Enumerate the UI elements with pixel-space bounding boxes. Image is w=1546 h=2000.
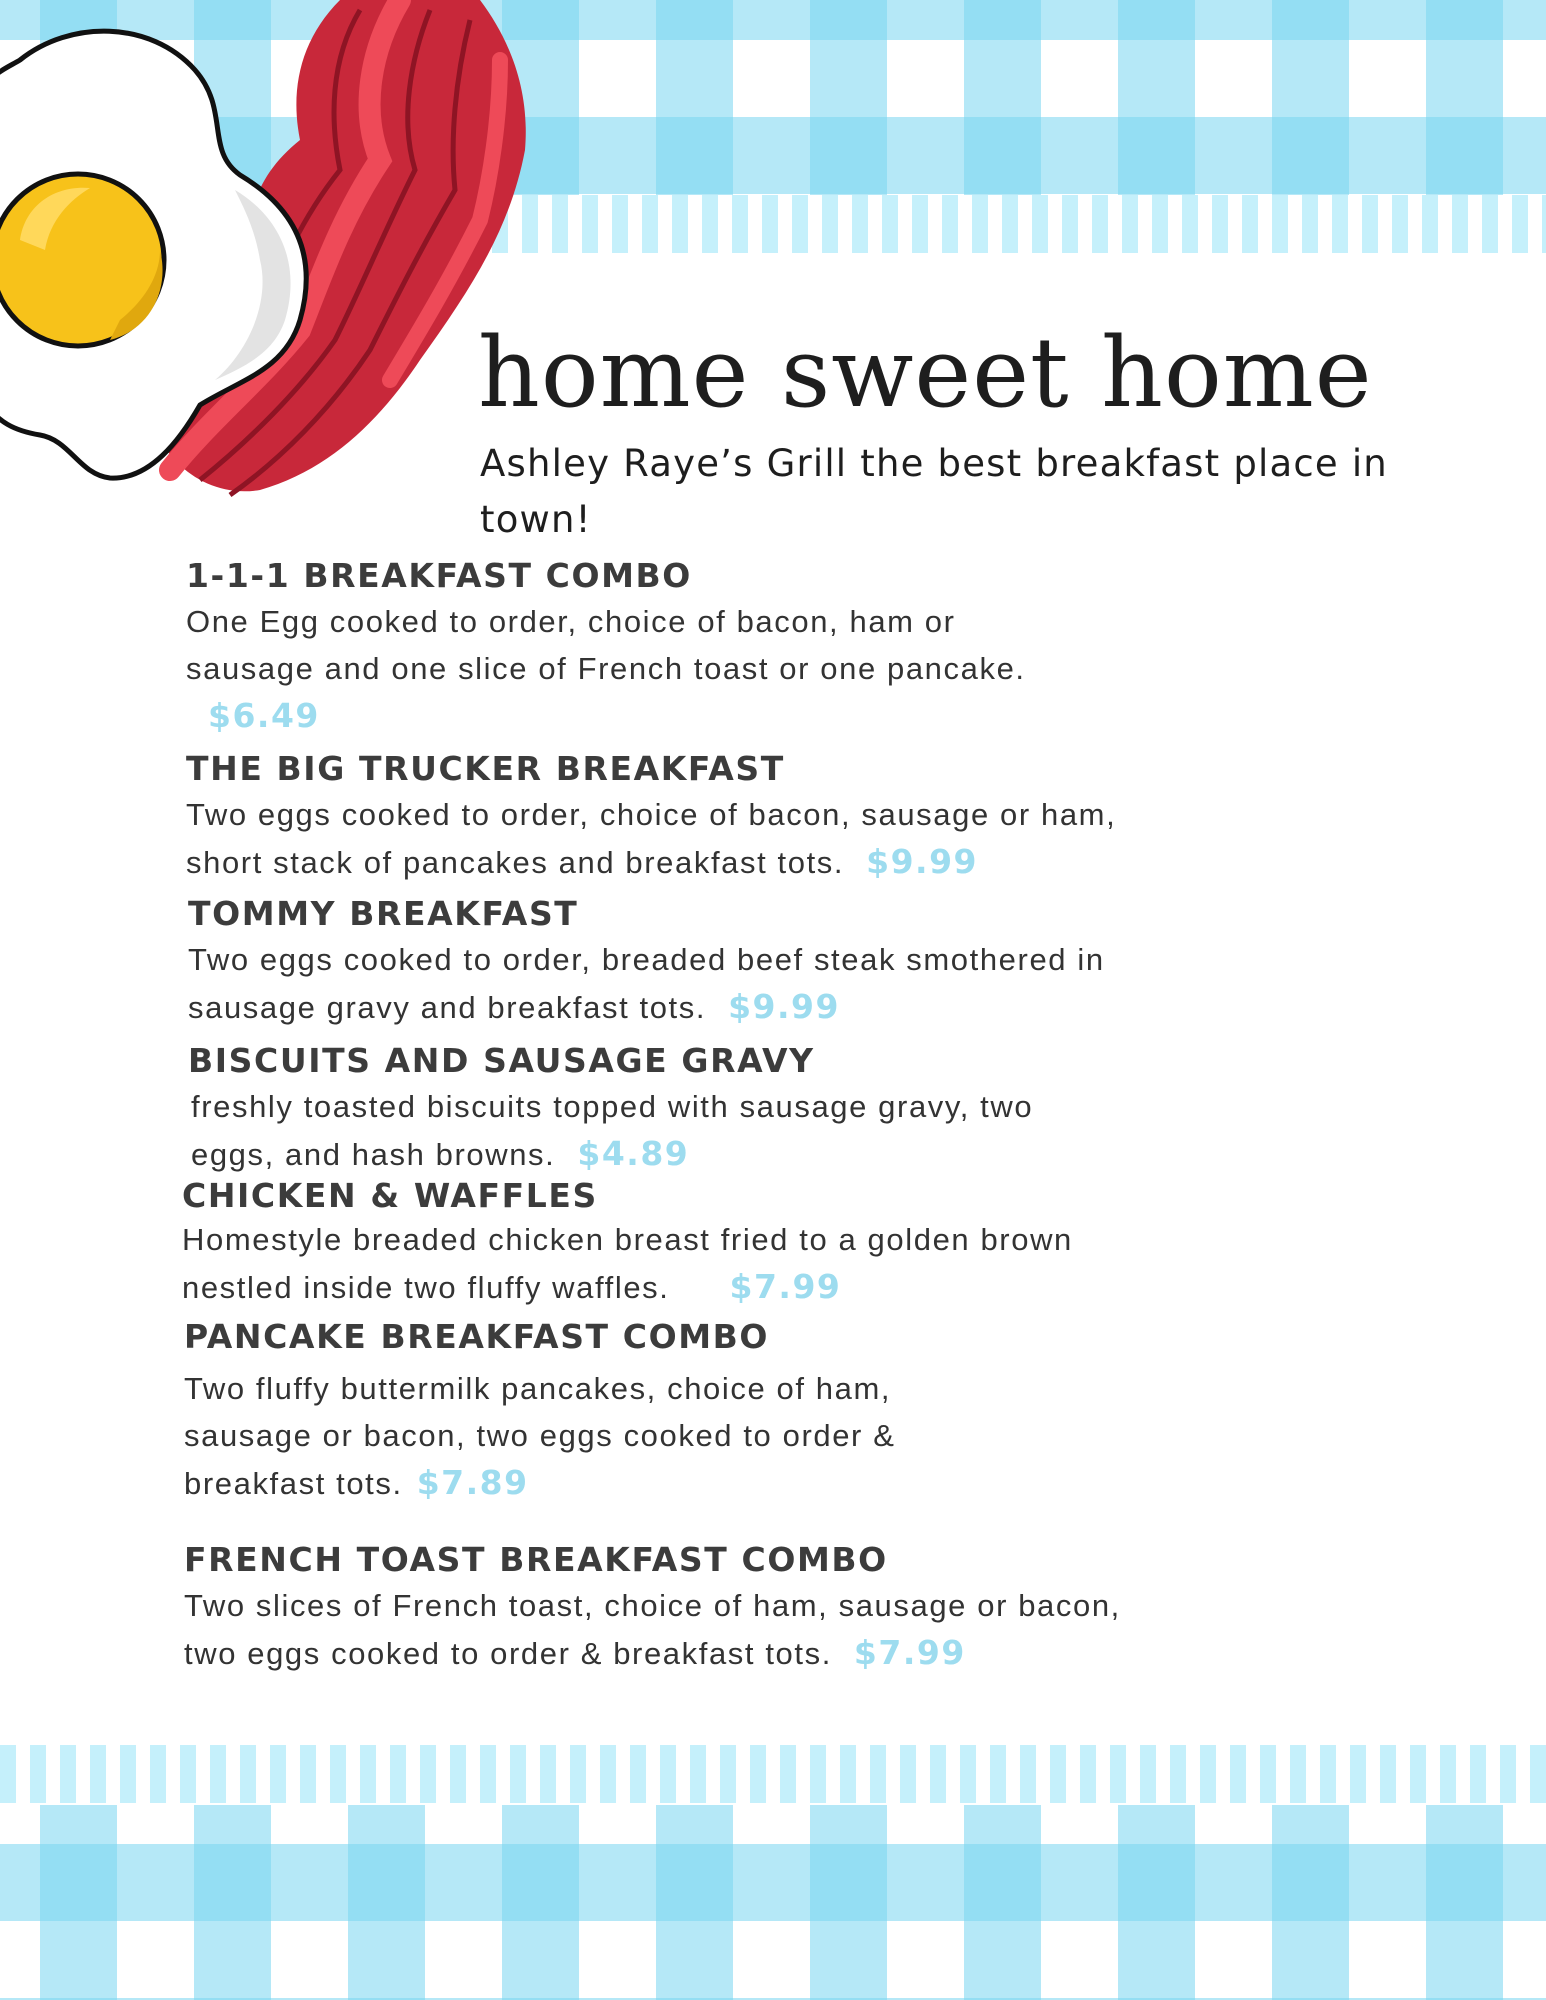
menu-item-description: Homestyle breaded chicken breast fried to a golden brown nestled inside two fluffy waffles. (182, 1222, 1073, 1305)
menu-item (186, 749, 1176, 886)
menu-item-price: $7.99 (853, 1633, 966, 1672)
menu-item-description: Two eggs cooked to order, breaded beef steak smothered in sausage gravy and breakfast tots. (188, 942, 1105, 1025)
page-title: home sweet home (478, 317, 1373, 429)
menu-item (186, 556, 1026, 740)
menu-item (184, 1317, 1024, 1507)
egg-and-bacon-illustration (0, 0, 540, 500)
menu-item-name: CHICKEN & WAFFLES (182, 1176, 598, 1215)
menu-item-name: FRENCH TOAST BREAKFAST COMBO (184, 1540, 888, 1579)
menu-item-description: Two slices of French toast, choice of ham, sausage or bacon, two eggs cooked to order & breakfast tots. (184, 1588, 1121, 1671)
menu-item-name: BISCUITS AND SAUSAGE GRAVY (188, 1041, 815, 1080)
menu-item-name: THE BIG TRUCKER BREAKFAST (186, 749, 785, 788)
menu-item-description: freshly toasted biscuits topped with sausage gravy, two eggs, and hash browns. (191, 1089, 1034, 1172)
menu-item (182, 1176, 1082, 1311)
menu-item-description: Two fluffy buttermilk pancakes, choice of ham, sausage or bacon, two eggs cooked to order & breakfast tots. (184, 1371, 896, 1501)
menu-item (188, 894, 1108, 1031)
menu-item-price: $9.99 (728, 987, 840, 1026)
menu-item-name: TOMMY BREAKFAST (188, 894, 579, 933)
menu-item-price: $9.99 (866, 842, 979, 881)
menu-item (188, 1041, 1088, 1178)
menu-item-description: Two eggs cooked to order, choice of bacon, sausage or ham, short stack of pancakes and breakfast tots. (186, 797, 1117, 880)
menu-item-name: PANCAKE BREAKFAST COMBO (184, 1317, 770, 1356)
stripe-border-top (462, 195, 1546, 253)
menu-item-price: $7.89 (416, 1463, 529, 1502)
menu-item-description: One Egg cooked to order, choice of bacon, ham or sausage and one slice of French toast or one pancake. (186, 604, 1026, 686)
menu-item-price: $4.89 (577, 1134, 690, 1173)
stripe-border-bottom (0, 1745, 1546, 1803)
page-subtitle: Ashley Raye’s Grill the best breakfast place in town! (480, 442, 1388, 541)
menu-item-price: $6.49 (208, 696, 320, 735)
gingham-border-bottom (0, 1805, 1546, 2000)
menu-item (184, 1540, 1144, 1677)
menu-item-name: 1-1-1 BREAKFAST COMBO (186, 556, 692, 595)
menu-item-price: $7.99 (729, 1267, 842, 1306)
